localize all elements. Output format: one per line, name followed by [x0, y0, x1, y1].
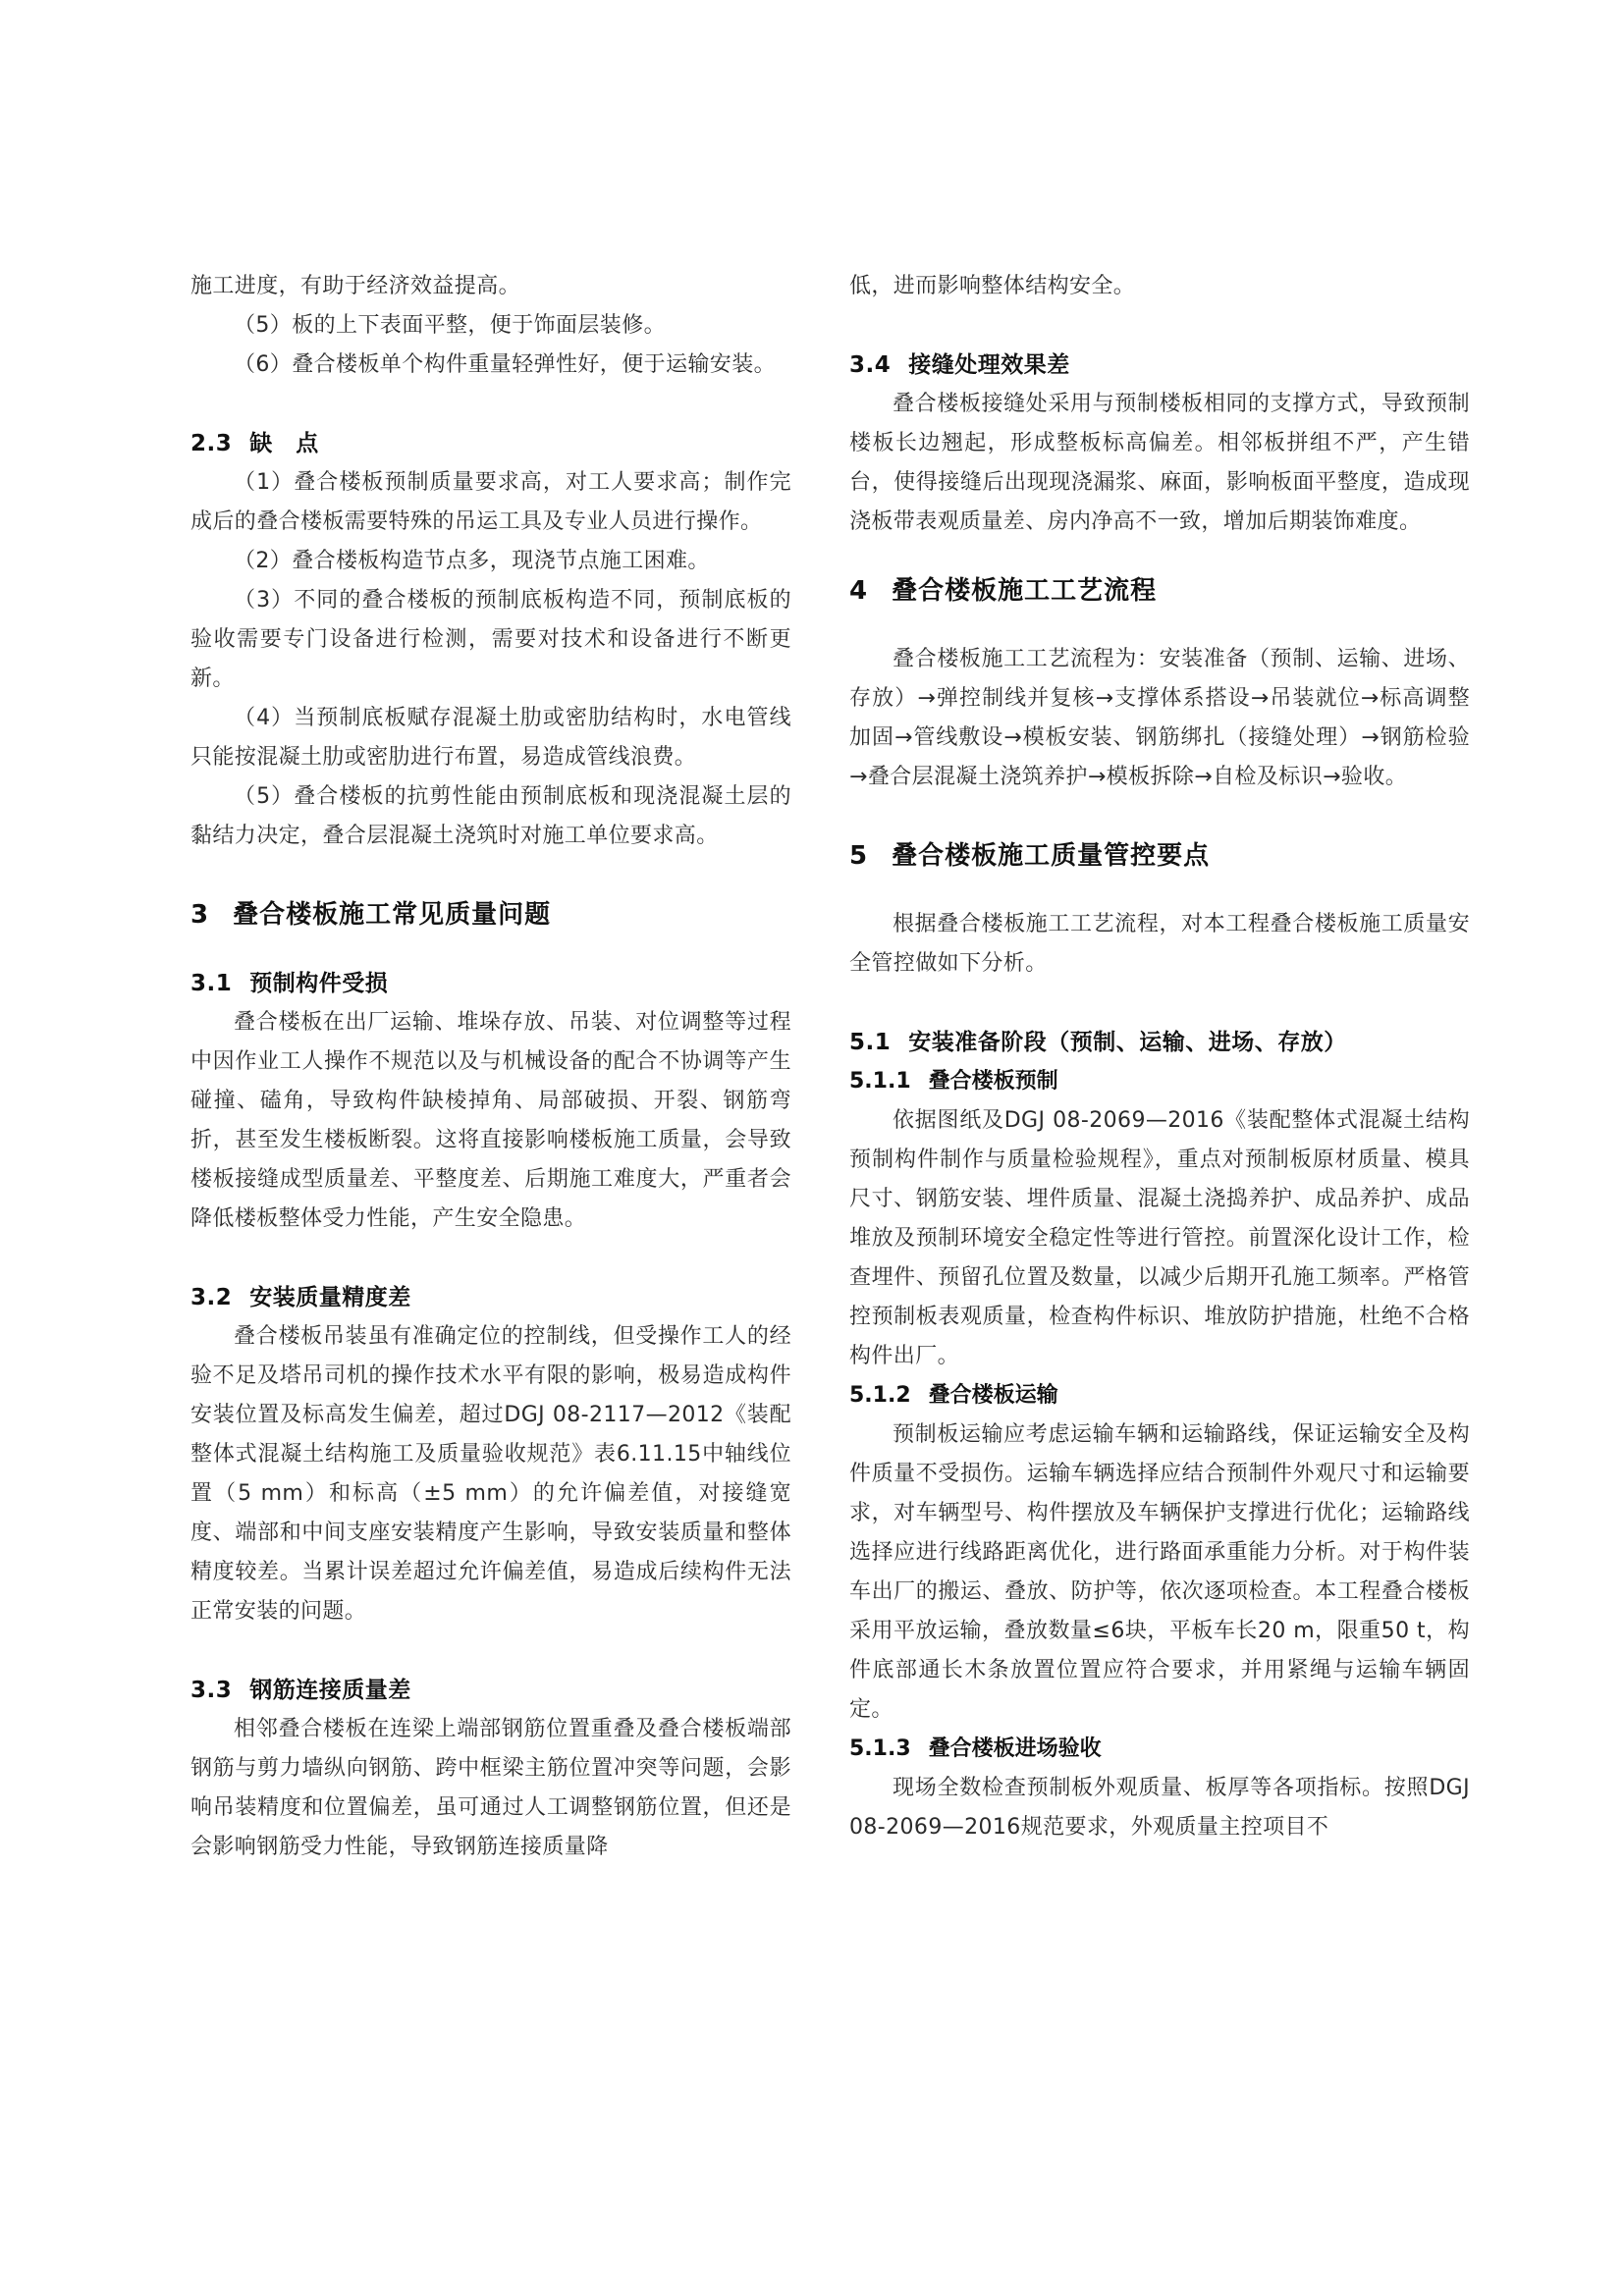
section-heading-5-1-3 [849, 1730, 1470, 1769]
section-title: 叠合楼板施工质量管控要点 [892, 841, 1211, 871]
disadvantage-item-2: （2）叠合楼板构造节点多，现浇节点施工困难。 [234, 549, 710, 573]
section-heading-5 [849, 836, 1470, 876]
section-title: 安装准备阶段（预制、运输、进场、存放） [908, 1030, 1347, 1055]
section-number: 2.3 [190, 431, 233, 456]
section-number: 4 [849, 576, 869, 606]
section-number: 5 [849, 841, 869, 871]
disadvantage-item-3: （3）不同的叠合楼板的预制底板构造不同，预制底板的验收需要专门设备进行检测，需要对技术和设备进行不断更新。 [190, 588, 791, 691]
section-heading-3-1 [190, 964, 791, 1003]
advantage-item-6: （6）叠合楼板单个构件重量轻弹性好，便于运输安装。 [234, 352, 776, 377]
section-title: 叠合楼板运输 [928, 1383, 1058, 1408]
left-column [190, 267, 791, 1867]
section-title: 叠合楼板进场验收 [928, 1736, 1102, 1761]
section-heading-2-3 [190, 424, 791, 463]
paragraph: 低，进而影响整体结构安全。 [849, 274, 1136, 298]
paragraph: 根据叠合楼板施工工艺流程，对本工程叠合楼板施工质量安全管控做如下分析。 [849, 912, 1470, 976]
section-title: 缺 点 [249, 431, 319, 456]
section-heading-3-4 [849, 346, 1470, 385]
section-number: 3.3 [190, 1678, 233, 1703]
section-heading-3-3 [190, 1671, 791, 1710]
disadvantage-item-4: （4）当预制底板赋存混凝土肋或密肋结构时，水电管线只能按混凝土肋或密肋进行布置，易造成管线浪费。 [190, 706, 791, 770]
section-number: 3.1 [190, 971, 233, 996]
paragraph: 叠合楼板在出厂运输、堆垛存放、吊装、对位调整等过程中因作业工人操作不规范以及与机械设备的配合不协调等产生碰撞、磕角，导致构件缺棱掉角、局部破损、开裂、钢筋弯折，甚至发生楼板断裂。这将直接影响楼板施工质量，会导致楼板接缝成型质量差、平整度差、后期施工难度大，严重者会降低楼板整体受力性能，产生安全隐患。 [190, 1010, 791, 1231]
paragraph: 相邻叠合楼板在连梁上端部钢筋位置重叠及叠合楼板端部钢筋与剪力墙纵向钢筋、跨中框梁主筋位置冲突等问题，会影响吊装精度和位置偏差，虽可通过人工调整钢筋位置，但还是会影响钢筋受力性能，导致钢筋连接质量降 [190, 1717, 791, 1859]
section-title: 叠合楼板施工常见质量问题 [233, 900, 552, 930]
paragraph: 依据图纸及DGJ 08-2069—2016《装配整体式混凝土结构预制构件制作与质量检验规程》，重点对预制板原材质量、模具尺寸、钢筋安装、埋件质量、混凝土浇捣养护、成品养护、成品堆放及预制环境安全稳定性等进行管控。前置深化设计工作，检查埋件、预留孔位置及数量，以减少后期开孔施工频率。严格管控预制板表观质量，检查构件标识、堆放防护措施，杜绝不合格构件出厂。 [849, 1108, 1470, 1368]
paragraph: 叠合楼板施工工艺流程为：安装准备（预制、运输、进场、存放）→弹控制线并复核→支撑体系搭设→吊装就位→标高调整加固→管线敷设→模板安装、钢筋绑扎（接缝处理）→钢筋检验→叠合层混凝土浇筑养护→模板拆除→自检及标识→验收。 [849, 647, 1470, 789]
section-heading-3-2 [190, 1278, 791, 1317]
section-number: 5.1.2 [849, 1383, 911, 1408]
section-heading-3 [190, 895, 791, 934]
section-number: 5.1.1 [849, 1069, 911, 1094]
section-heading-4 [849, 571, 1470, 611]
section-number: 3.4 [849, 352, 892, 378]
paragraph: 叠合楼板吊装虽有准确定位的控制线，但受操作工人的经验不足及塔吊司机的操作技术水平有限的影响，极易造成构件安装位置及标高发生偏差，超过DGJ 08-2117—2012《装配整体式混凝土结构施工及质量验收规范》表6.11.15中轴线位置（5 mm）和标高（±5 mm）的允许偏差值，对接缝宽度、端部和中间支座安装精度产生影响，导致安装质量和整体精度较差。当累计误差超过允许偏差值，易造成后续构件无法正常安装的问题。 [190, 1324, 791, 1624]
section-heading-5-1-2 [849, 1376, 1470, 1415]
section-title: 钢筋连接质量差 [249, 1678, 411, 1703]
paragraph: 现场全数检查预制板外观质量、板厚等各项指标。按照DGJ 08-2069—2016规范要求，外观质量主控项目不 [849, 1776, 1470, 1840]
paragraph: 施工进度，有助于经济效益提高。 [190, 274, 521, 298]
paragraph: 预制板运输应考虑运输车辆和运输路线，保证运输安全及构件质量不受损伤。运输车辆选择应结合预制件外观尺寸和运输要求，对车辆型号、构件摆放及车辆保护支撑进行优化；运输路线选择应进行线路距离优化，进行路面承重能力分析。对于构件装车出厂的搬运、叠放、防护等，依次逐项检查。本工程叠合楼板采用平放运输，叠放数量≤6块，平板车长20 m，限重50 t，构件底部通长木条放置位置应符合要求，并用紧绳与运输车辆固定。 [849, 1422, 1470, 1722]
paragraph: 叠合楼板接缝处采用与预制楼板相同的支撑方式，导致预制楼板长边翘起，形成整板标高偏差。相邻板拼组不严，产生错台，使得接缝后出现现浇漏浆、麻面，影响板面平整度，造成现浇板带表观质量差、房内净高不一致，增加后期装饰难度。 [849, 392, 1470, 534]
section-title: 叠合楼板预制 [928, 1069, 1058, 1094]
section-heading-5-1-1 [849, 1062, 1470, 1101]
section-number: 3.2 [190, 1285, 233, 1310]
section-title: 接缝处理效果差 [908, 352, 1070, 378]
section-title: 预制构件受损 [249, 971, 389, 996]
section-title: 叠合楼板施工工艺流程 [892, 576, 1158, 606]
section-title: 安装质量精度差 [249, 1285, 411, 1310]
advantage-item-5: （5）板的上下表面平整，便于饰面层装修。 [234, 313, 666, 338]
section-number: 5.1.3 [849, 1736, 911, 1761]
disadvantage-item-5: （5）叠合楼板的抗剪性能由预制底板和现浇混凝土层的黏结力决定，叠合层混凝土浇筑时对施工单位要求高。 [190, 784, 791, 848]
section-number: 5.1 [849, 1030, 892, 1055]
right-column [849, 267, 1470, 1847]
section-heading-5-1 [849, 1023, 1470, 1062]
section-number: 3 [190, 900, 210, 930]
disadvantage-item-1: （1）叠合楼板预制质量要求高，对工人要求高；制作完成后的叠合楼板需要特殊的吊运工具及专业人员进行操作。 [190, 470, 791, 534]
